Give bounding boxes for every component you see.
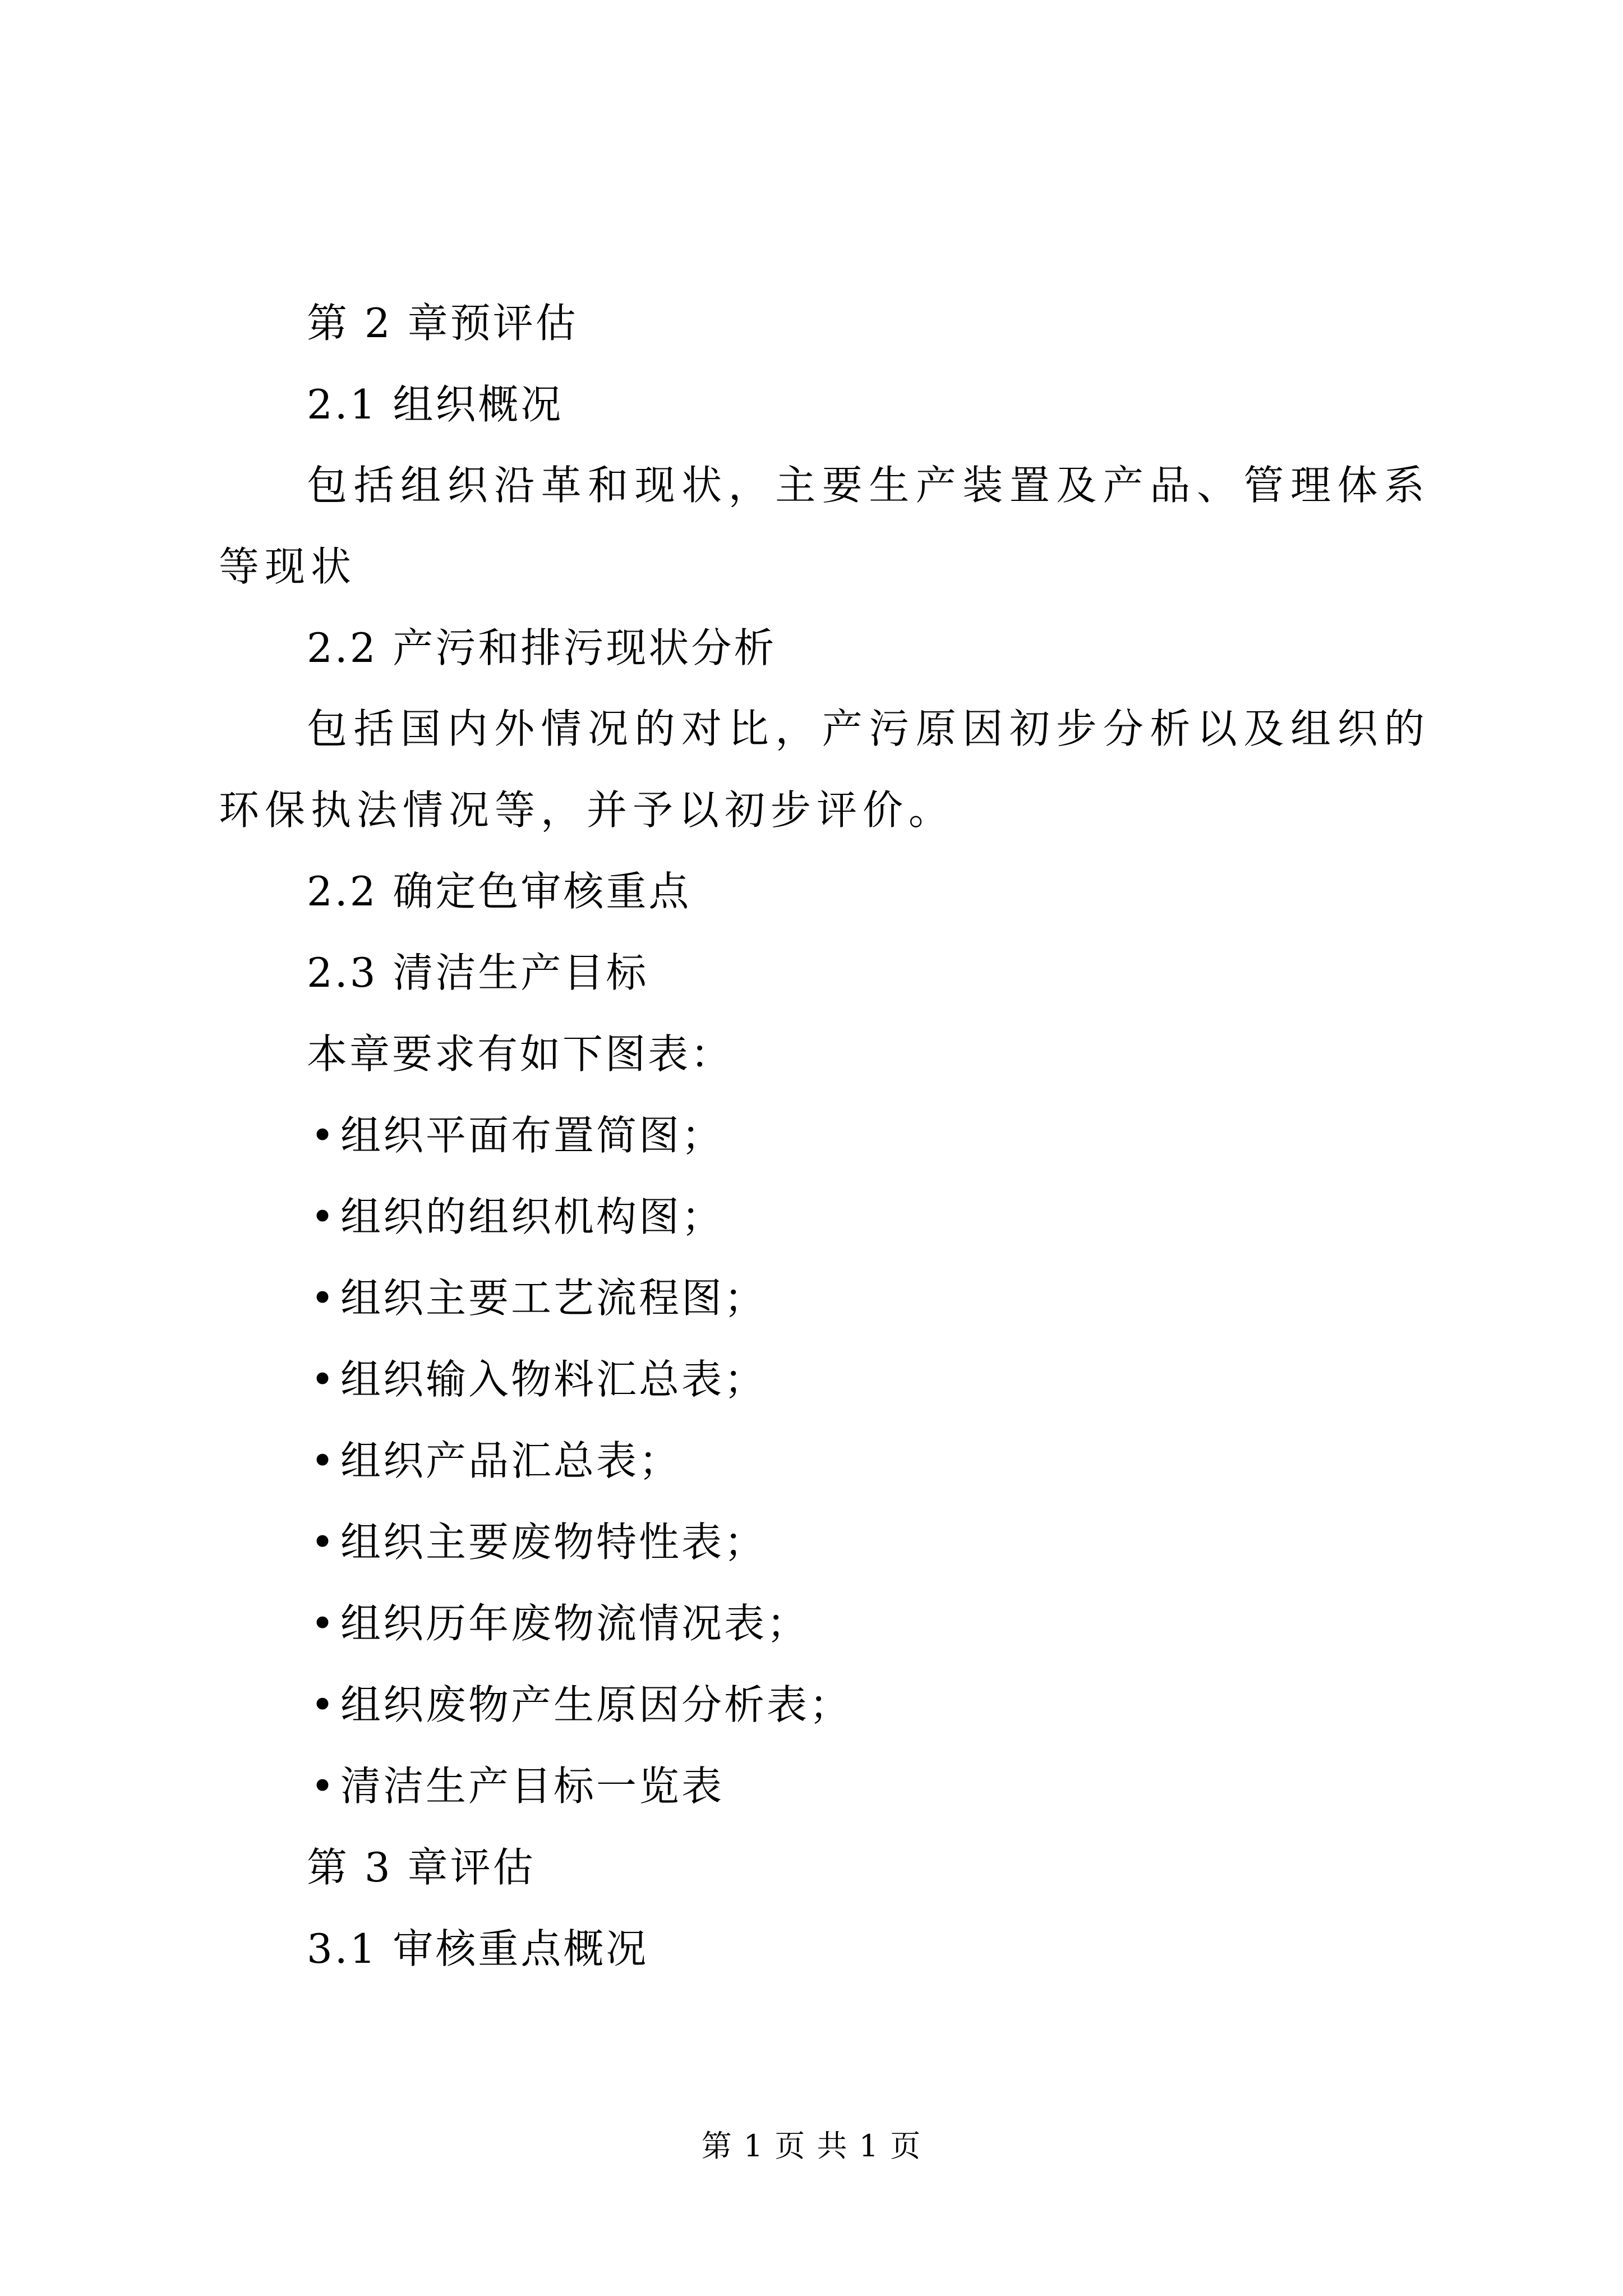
bullet-icon: •: [310, 1519, 337, 1566]
list-item: •组织输入物料汇总表；: [219, 1359, 1430, 1400]
chapter-3-heading: 第 3 章评估: [307, 1844, 536, 1891]
section-3-1-heading: 3.1 审核重点概况: [307, 1925, 649, 1972]
bullet-icon: •: [310, 1112, 337, 1159]
list-item: •组织平面布置简图；: [219, 1115, 1430, 1156]
list-item: •组织产品汇总表；: [219, 1441, 1430, 1481]
chart-requirement-intro: 本章要求有如下图表：: [307, 1030, 734, 1078]
section-2-3-heading: 2.3 清洁生产目标: [307, 949, 649, 996]
list-item: •组织历年废物流情况表；: [219, 1603, 1430, 1644]
list-item: •清洁生产目标一览表: [219, 1766, 1430, 1806]
section-2-1-paragraph: 包括组织沿革和现状，主要生产装置及产品、管理体系等现状: [219, 462, 1430, 590]
list-item: •组织的组织机构图；: [219, 1197, 1430, 1237]
chapter-2-heading: 第 2 章预评估: [307, 300, 578, 347]
section-2-2-paragraph: 包括国内外情况的对比，产污原因初步分析以及组织的环保执法情况等，并予以初步评价。: [219, 705, 1430, 834]
section-2-2-heading: 2.2 产污和排污现状分析: [307, 624, 777, 671]
bullet-icon: •: [310, 1437, 337, 1484]
bullet-icon: •: [310, 1193, 337, 1240]
requirement-list: [219, 1112, 1430, 1810]
page-footer: 第 1 页 共 1 页: [701, 2128, 922, 2164]
bullet-icon: •: [310, 1356, 337, 1403]
section-2-1-heading: 2.1 组织概况: [307, 381, 564, 428]
document-body: [219, 300, 1430, 2010]
list-item: •组织废物产生原因分析表；: [219, 1685, 1430, 1725]
bullet-icon: •: [310, 1763, 337, 1810]
list-item: •组织主要废物特性表；: [219, 1522, 1430, 1562]
bullet-icon: •: [310, 1600, 337, 1647]
bullet-icon: •: [310, 1681, 337, 1728]
section-2-2b-heading: 2.2 确定色审核重点: [307, 868, 691, 915]
list-item: •组织主要工艺流程图；: [219, 1278, 1430, 1318]
bullet-icon: •: [310, 1274, 337, 1322]
